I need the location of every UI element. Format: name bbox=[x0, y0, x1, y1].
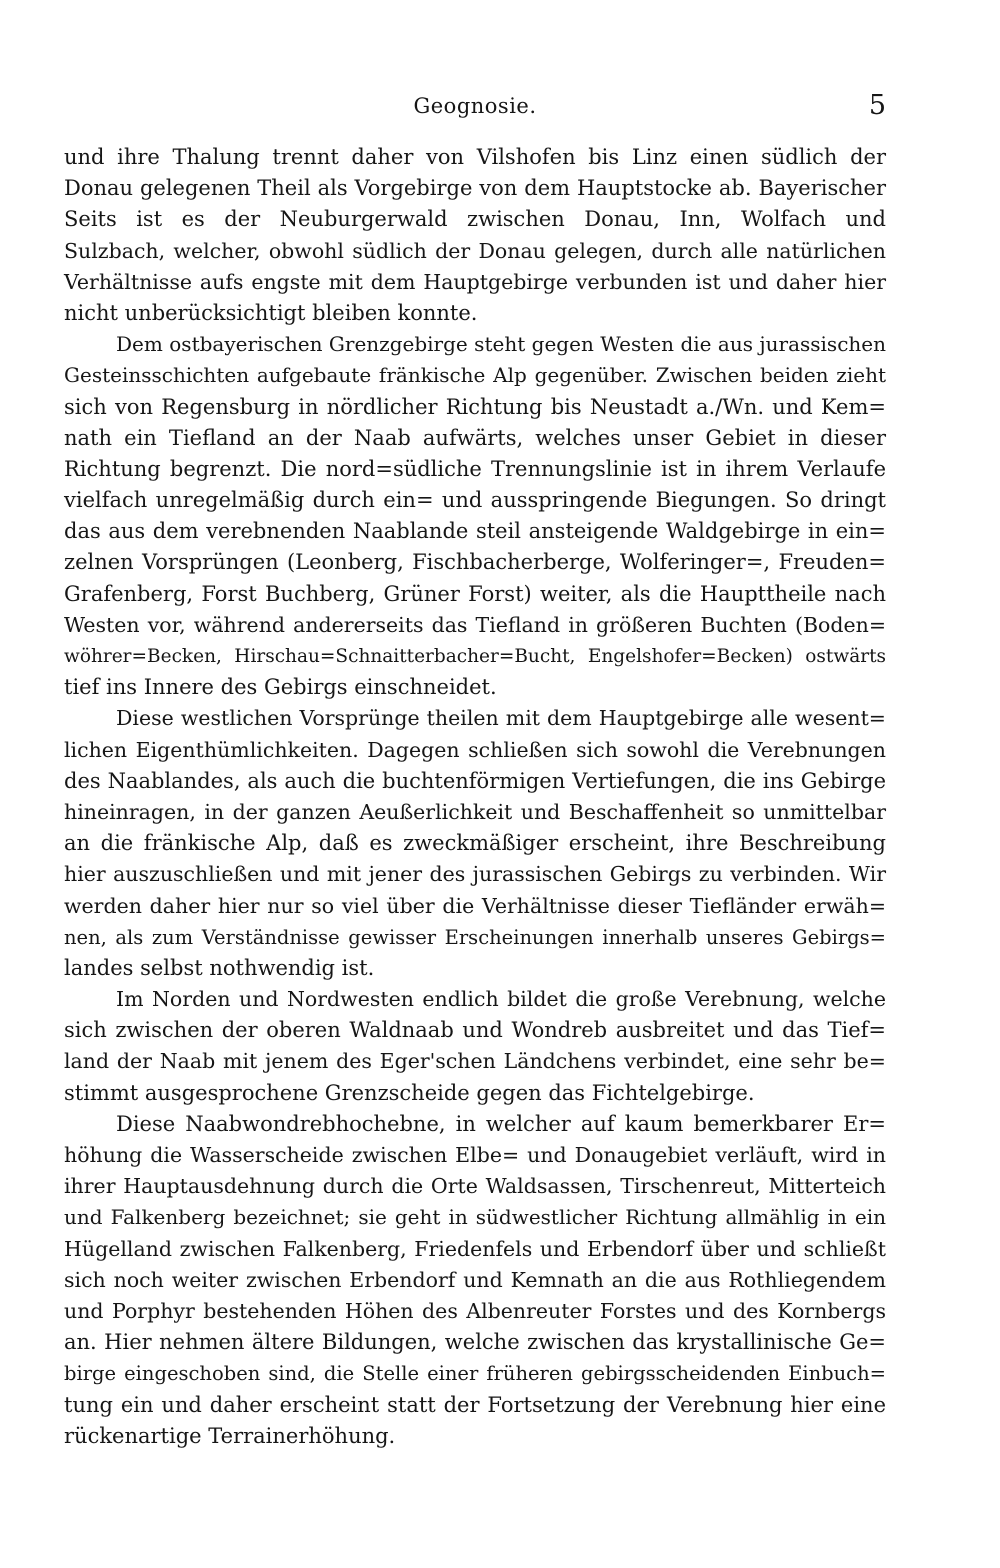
text-line: werden daher hier nur so viel über die Verhältnisse dieser Tiefländer erwäh= bbox=[64, 893, 886, 918]
text-line: Im Norden und Nordwesten endlich bildet die große Verebnung, welche bbox=[116, 987, 886, 1012]
text-line: Richtung begrenzt. Die nord=südliche Trennungslinie ist in ihrem Verlaufe bbox=[64, 456, 886, 481]
page-header bbox=[64, 90, 886, 128]
text-line: Westen vor, während andererseits das Tiefland in größeren Buchten (Boden= bbox=[64, 612, 886, 637]
text-line: landes selbst nothwendig ist. bbox=[64, 955, 375, 980]
text-line: nicht unberücksichtigt bleiben konnte. bbox=[64, 300, 478, 325]
text-line: ihrer Hauptausdehnung durch die Orte Waldsassen, Tirschenreut, Mitterteich bbox=[64, 1174, 886, 1199]
running-title: Geognosie. bbox=[413, 94, 537, 118]
body-text bbox=[64, 142, 886, 1452]
text-line: und Falkenberg bezeichnet; sie geht in südwestlicher Richtung allmählig in ein bbox=[64, 1205, 886, 1230]
text-line: und Porphyr bestehenden Höhen des Albenreuter Forstes und des Kornbergs bbox=[64, 1298, 886, 1323]
text-line: vielfach unregelmäßig durch ein= und ausspringende Biegungen. So dringt bbox=[64, 488, 886, 513]
text-line: Sulzbach, welcher, obwohl südlich der Donau gelegen, durch alle natürlichen bbox=[64, 238, 886, 263]
text-line: sich von Regensburg in nördlicher Richtung bis Neustadt a./Wn. und Kem= bbox=[64, 394, 886, 419]
text-line: hineinragen, in der ganzen Aeußerlichkeit und Beschaffenheit so unmittelbar bbox=[64, 799, 886, 824]
text-line: hier auszuschließen und mit jener des jurassischen Gebirgs zu verbinden. Wir bbox=[64, 862, 886, 887]
text-line: sich noch weiter zwischen Erbendorf und Kemnath an die aus Rothliegendem bbox=[64, 1267, 886, 1292]
text-line: tief ins Innere des Gebirgs einschneidet. bbox=[64, 675, 497, 700]
text-line: tung ein und daher erscheint statt der Fortsetzung der Verebnung hier eine bbox=[64, 1392, 886, 1417]
text-line: Hügelland zwischen Falkenberg, Friedenfels und Erbendorf über und schließt bbox=[64, 1236, 886, 1261]
text-line: Diese westlichen Vorsprünge theilen mit dem Hauptgebirge alle wesent= bbox=[116, 706, 886, 731]
text-line: Grafenberg, Forst Buchberg, Grüner Forst) weiter, als die Haupttheile nach bbox=[64, 581, 886, 606]
text-line: das aus dem verebnenden Naablande steil ansteigende Waldgebirge in ein= bbox=[64, 519, 886, 544]
text-line: rückenartige Terrainerhöhung. bbox=[64, 1423, 396, 1448]
text-line: Verhältnisse aufs engste mit dem Hauptgebirge verbunden ist und daher hier bbox=[64, 269, 886, 294]
text-line: sich zwischen der oberen Waldnaab und Wondreb ausbreitet und das Tief= bbox=[64, 1018, 886, 1043]
page-number: 5 bbox=[868, 90, 886, 121]
text-line: an die fränkische Alp, daß es zweckmäßiger erscheint, ihre Beschreibung bbox=[64, 831, 886, 856]
text-line: des Naablandes, als auch die buchtenförmigen Vertiefungen, die ins Gebirge bbox=[64, 768, 886, 793]
text-line: Gesteinsschichten aufgebaute fränkische Alp gegenüber. Zwischen beiden zieht bbox=[64, 363, 886, 388]
text-line: Dem ostbayerischen Grenzgebirge steht gegen Westen die aus jurassischen bbox=[116, 332, 886, 357]
text-line: Diese Naabwondrebhochebne, in welcher auf kaum bemerkbarer Er= bbox=[116, 1111, 886, 1136]
text-line: stimmt ausgesprochene Grenzscheide gegen das Fichtelgebirge. bbox=[64, 1080, 755, 1105]
text-line: Seits ist es der Neuburgerwald zwischen Donau, Inn, Wolfach und bbox=[64, 207, 886, 232]
text-line: nath ein Tiefland an der Naab aufwärts, welches unser Gebiet in dieser bbox=[64, 425, 886, 450]
text-line: land der Naab mit jenem des Eger'schen Ländchens verbindet, eine sehr be= bbox=[64, 1049, 886, 1074]
text-line: lichen Eigenthümlichkeiten. Dagegen schließen sich sowohl die Verebnungen bbox=[64, 737, 886, 762]
text-line: wöhrer=Becken, Hirschau=Schnaitterbacher=Bucht, Engelshofer=Becken) ostwärts bbox=[64, 646, 886, 667]
text-line: höhung die Wasserscheide zwischen Elbe= und Donaugebiet verläuft, wird in bbox=[64, 1143, 886, 1167]
text-line: an. Hier nehmen ältere Bildungen, welche zwischen das krystallinische Ge= bbox=[64, 1330, 886, 1355]
text-line: Donau gelegenen Theil als Vorgebirge von dem Hauptstocke ab. Bayerischer bbox=[64, 176, 886, 201]
text-line: birge eingeschoben sind, die Stelle einer früheren gebirgsscheidenden Einbuch= bbox=[64, 1362, 886, 1386]
text-line: zelnen Vorsprüngen (Leonberg, Fischbacherberge, Wolferinger=, Freuden= bbox=[64, 550, 886, 575]
text-line: nen, als zum Verständnisse gewisser Erscheinungen innerhalb unseres Gebirgs= bbox=[64, 925, 886, 949]
text-line: und ihre Thalung trennt daher von Vilshofen bis Linz einen südlich der bbox=[64, 145, 886, 169]
